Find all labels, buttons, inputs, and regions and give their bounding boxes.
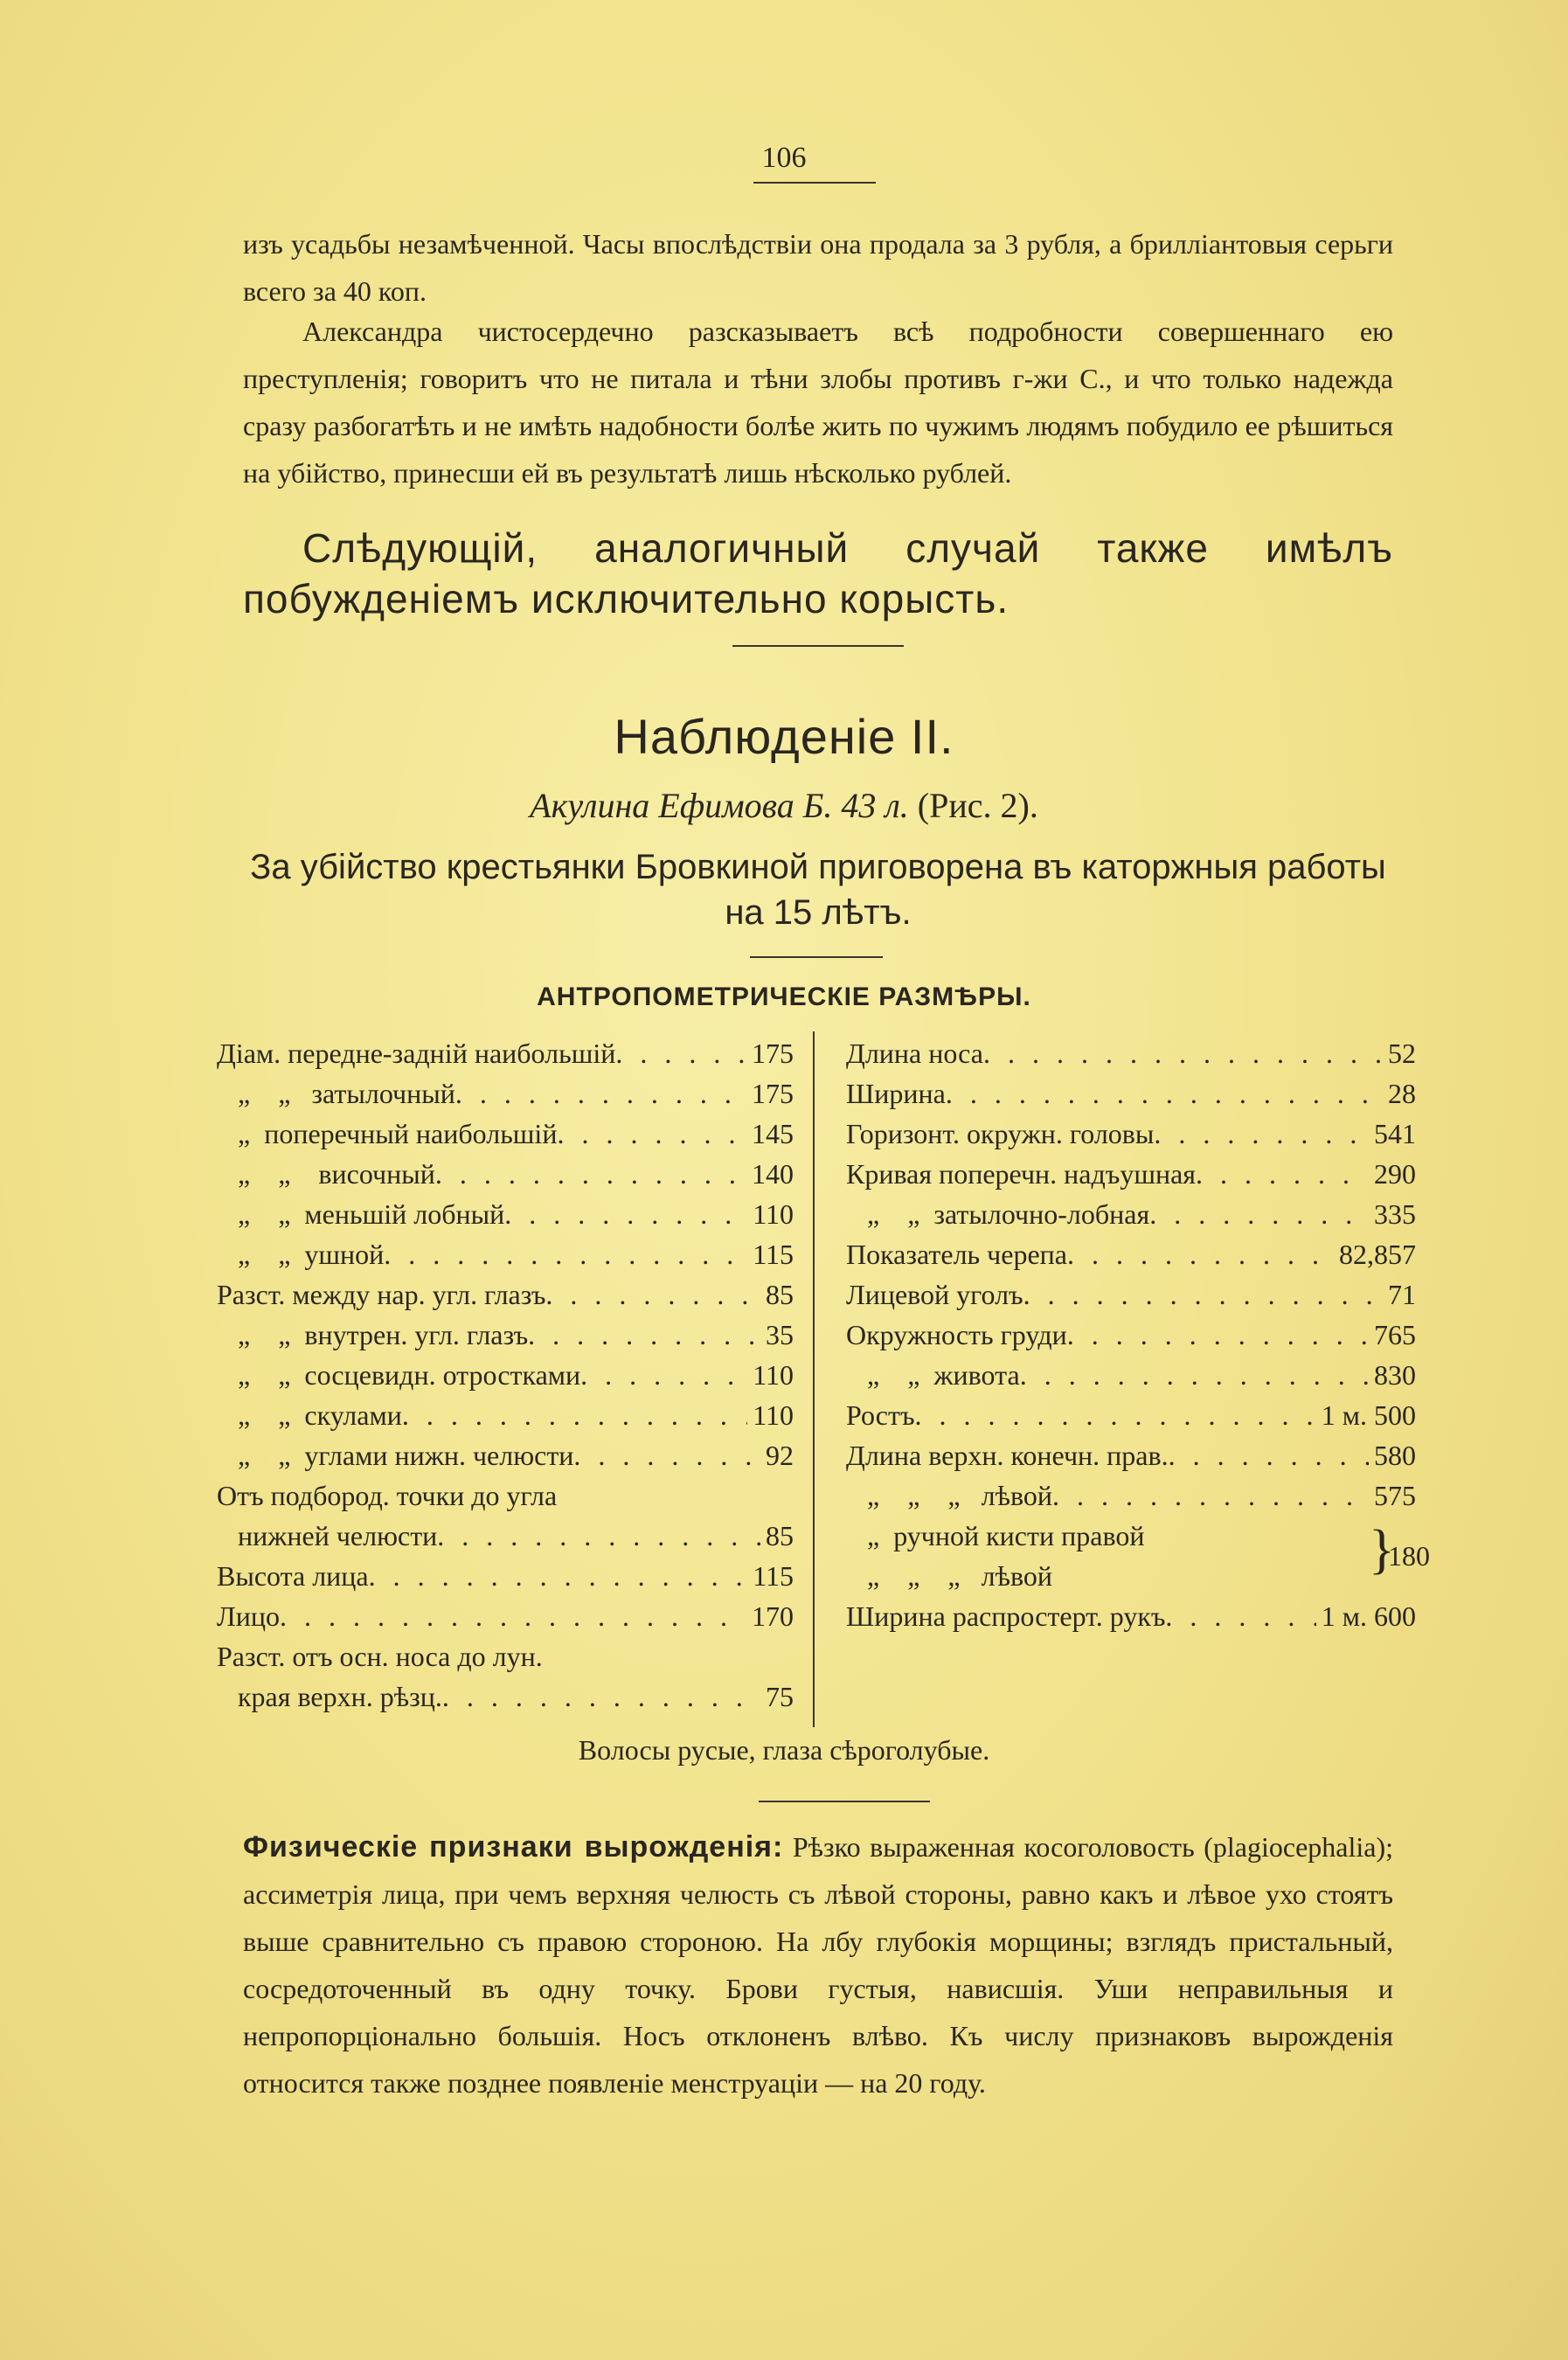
measurement-row bbox=[846, 1033, 1416, 1073]
leader-dots bbox=[435, 1154, 746, 1194]
measurement-row bbox=[217, 1596, 794, 1636]
measurement-value: 71 bbox=[1388, 1279, 1416, 1310]
measurement-row bbox=[217, 1033, 794, 1073]
figure-reference: (Рис. 2). bbox=[917, 786, 1038, 825]
measurement-value: 115 bbox=[753, 1239, 794, 1270]
measurement-label: Отъ подбород. точки до угла bbox=[217, 1480, 558, 1511]
degeneration-heading: Физическіе признаки вырожденія: bbox=[243, 1830, 784, 1864]
measurement-label: „ „ меньшій лобный bbox=[217, 1198, 505, 1230]
leader-dots bbox=[1169, 1435, 1369, 1475]
observation-subject bbox=[0, 785, 1568, 826]
measurement-value: 830 bbox=[1374, 1359, 1416, 1391]
measurement-label: Лицевой уголъ bbox=[846, 1279, 1023, 1310]
measurement-label: „ „ ушной bbox=[217, 1239, 385, 1270]
measurement-label: „ „ живота bbox=[846, 1359, 1020, 1391]
measurement-row bbox=[846, 1516, 1416, 1556]
measurement-label: Горизонт. окружн. головы bbox=[846, 1118, 1155, 1149]
table-title: АНТРОПОМЕТРИЧЕСКІЕ РАЗМѢРЫ. bbox=[537, 982, 1031, 1011]
measurement-value: 541 bbox=[1374, 1118, 1416, 1149]
measurement-row bbox=[217, 1516, 794, 1556]
leader-dots bbox=[369, 1556, 748, 1596]
measurement-label: Показатель черепа bbox=[846, 1239, 1067, 1270]
measurement-row bbox=[217, 1154, 794, 1194]
measurement-label: „ „ височный bbox=[217, 1158, 435, 1190]
leader-dots bbox=[615, 1033, 746, 1073]
measurement-label: „ „ скулами bbox=[217, 1399, 402, 1431]
measurement-row bbox=[217, 1676, 794, 1717]
leader-dots bbox=[1020, 1355, 1369, 1395]
measurement-value: 140 bbox=[752, 1158, 794, 1190]
leader-dots bbox=[983, 1033, 1383, 1073]
leader-dots bbox=[1067, 1315, 1369, 1355]
measurement-label: нижней челюсти bbox=[217, 1520, 438, 1551]
intro-lead: Слѣдующій, аналогичный случай также имѣлъ побужденіемъ исключительно корысть. bbox=[243, 525, 1393, 621]
leader-dots bbox=[580, 1355, 747, 1395]
measurement-label: Высота лица bbox=[217, 1560, 369, 1592]
column-divider bbox=[813, 1031, 815, 1727]
page-number: 106 bbox=[761, 142, 807, 174]
measurement-label: Діам. передне-задній наибольшій bbox=[217, 1038, 616, 1069]
hand-length-value: 180 bbox=[1388, 1540, 1430, 1572]
leader-dots bbox=[1052, 1475, 1369, 1516]
measurement-value: 85 bbox=[766, 1520, 794, 1551]
measurement-label: „ „ „ лѣвой bbox=[846, 1560, 1052, 1592]
measurement-value: 28 bbox=[1388, 1078, 1416, 1109]
measurement-label: „ „ „ лѣвой bbox=[846, 1480, 1052, 1511]
measurement-label: Кривая поперечн. надъушная bbox=[846, 1158, 1196, 1190]
leader-dots bbox=[573, 1435, 760, 1475]
measurement-row bbox=[217, 1315, 794, 1355]
leader-dots bbox=[1154, 1114, 1369, 1154]
measurement-row bbox=[217, 1114, 794, 1154]
measurement-value: 175 bbox=[752, 1078, 794, 1109]
measurement-label: Ширина bbox=[846, 1078, 946, 1109]
measurement-row bbox=[217, 1234, 794, 1274]
measurement-label: „ „ внутрен. угл. глазъ bbox=[217, 1319, 529, 1350]
leader-dots bbox=[437, 1516, 760, 1556]
measurement-value: 580 bbox=[1374, 1440, 1416, 1471]
leader-dots bbox=[402, 1395, 747, 1435]
leader-dots bbox=[280, 1596, 746, 1636]
measurement-label: края верхн. рѣзц. bbox=[217, 1681, 442, 1712]
leader-dots bbox=[455, 1073, 746, 1114]
hair-eyes-note: Волосы русые, глаза сѣроголубые. bbox=[578, 1734, 990, 1766]
measurement-row bbox=[846, 1234, 1416, 1274]
measurement-label: Окружность груди bbox=[846, 1319, 1067, 1350]
section-divider-1 bbox=[732, 645, 904, 647]
leader-dots bbox=[384, 1234, 747, 1274]
measurement-row bbox=[846, 1395, 1416, 1435]
measurements-left-column bbox=[217, 1033, 794, 1717]
measurement-row bbox=[846, 1435, 1416, 1475]
measurement-label: Разст. отъ осн. носа до лун. bbox=[217, 1641, 543, 1672]
measurement-label: „ ручной кисти правой bbox=[846, 1520, 1145, 1551]
measurement-value: 1 м. 500 bbox=[1321, 1399, 1416, 1431]
measurement-row bbox=[217, 1636, 794, 1676]
measurement-value: 110 bbox=[753, 1198, 794, 1230]
measurement-label: Ростъ bbox=[846, 1399, 915, 1431]
leader-dots bbox=[946, 1073, 1383, 1114]
measurement-row bbox=[217, 1475, 794, 1516]
measurement-row bbox=[846, 1194, 1416, 1234]
measurement-value: 115 bbox=[753, 1560, 794, 1592]
measurement-row bbox=[217, 1274, 794, 1315]
measurement-value: 170 bbox=[752, 1600, 794, 1632]
page-number-rule bbox=[753, 182, 876, 184]
leader-dots bbox=[504, 1194, 747, 1234]
measurement-label: Длина носа bbox=[846, 1038, 983, 1069]
measurement-label: „ поперечный наибольшій bbox=[217, 1118, 558, 1149]
measurements-right-column bbox=[846, 1033, 1416, 1636]
leader-dots bbox=[1196, 1154, 1369, 1194]
leader-dots bbox=[915, 1395, 1316, 1435]
section-divider-3 bbox=[759, 1801, 930, 1802]
measurement-row bbox=[846, 1274, 1416, 1315]
intro-paragraph-1: изъ усадьбы незамѣченной. Часы впослѣдствіи она продала за 3 рубля, а брилліантовыя серьги всего за 40 коп. bbox=[243, 228, 1393, 307]
leader-dots bbox=[1067, 1234, 1334, 1274]
measurement-row bbox=[846, 1355, 1416, 1395]
measurement-value: 85 bbox=[766, 1279, 794, 1310]
leader-dots bbox=[545, 1274, 760, 1315]
measurement-row bbox=[846, 1114, 1416, 1154]
leader-dots bbox=[1149, 1194, 1369, 1234]
measurement-value: 52 bbox=[1388, 1038, 1416, 1069]
measurement-value: 92 bbox=[766, 1440, 794, 1471]
measurement-value: 75 bbox=[766, 1681, 794, 1712]
measurement-label: „ „ сосцевидн. отростками bbox=[217, 1359, 581, 1391]
measurement-row bbox=[217, 1556, 794, 1596]
measurement-value: 335 bbox=[1374, 1198, 1416, 1230]
measurement-value: 35 bbox=[766, 1319, 794, 1350]
measurement-row bbox=[217, 1194, 794, 1234]
measurement-row bbox=[846, 1596, 1416, 1636]
measurement-row bbox=[846, 1475, 1416, 1516]
section-divider-2 bbox=[750, 956, 883, 958]
measurement-label: Ширина распростерт. рукъ bbox=[846, 1600, 1166, 1632]
intro-paragraph-2: Александра чистосердечно разсказываетъ всѣ подробности совершеннаго ею преступленія; говоритъ что не питала и тѣни злобы противъ г-жи С., и что только надежда сразу разбогатѣть и не имѣть надобности болѣе жить по чужимъ людямъ побудило ее рѣшиться на убійство, принесши ей въ результатѣ лишь нѣсколько рублей. bbox=[243, 316, 1393, 489]
measurement-row bbox=[846, 1073, 1416, 1114]
measurement-row bbox=[217, 1355, 794, 1395]
measurement-value: 110 bbox=[753, 1359, 794, 1391]
observation-verdict: За убійство крестьянки Бровкиной приговорена въ каторжныя работы на 15 лѣтъ. bbox=[250, 848, 1386, 932]
measurement-row bbox=[846, 1154, 1416, 1194]
measurement-value: 575 bbox=[1374, 1480, 1416, 1511]
leader-dots bbox=[557, 1114, 746, 1154]
measurement-value: 110 bbox=[753, 1399, 794, 1431]
observation-heading: Наблюденіе II. bbox=[614, 709, 954, 764]
measurement-value: 1 м. 600 bbox=[1321, 1600, 1416, 1632]
measurement-row bbox=[217, 1435, 794, 1475]
measurement-row bbox=[846, 1556, 1416, 1596]
measurement-value: 290 bbox=[1374, 1158, 1416, 1190]
measurement-row bbox=[217, 1395, 794, 1435]
measurement-label: Разст. между нар. угл. глазъ bbox=[217, 1279, 546, 1310]
leader-dots bbox=[442, 1676, 760, 1717]
subject-name: Акулина Ефимова Б. 43 л. bbox=[530, 786, 909, 825]
measurement-label: Длина верхн. конечн. прав. bbox=[846, 1440, 1169, 1471]
measurement-row bbox=[846, 1315, 1416, 1355]
leader-dots bbox=[1165, 1596, 1315, 1636]
degeneration-text: Рѣзко выраженная косоголовость (plagiocephalia); ассиметрія лица, при чемъ верхняя челюсть съ лѣвой стороны, равно какъ и лѣвое ухо стоятъ выше сравнительно съ правою стороною. На лбу глубокія морщины; взглядъ пристальный, сосредоточенный въ одну точку. Брови густыя, нависшія. Уши неправильныя и непропорціонально большія. Носъ отклоненъ влѣво. Къ числу признаковъ вырожденія относится также позднее появленіе менструаціи — на 20 году. bbox=[243, 1831, 1393, 2099]
hand-length-brace: } bbox=[1369, 1520, 1395, 1579]
measurement-row bbox=[217, 1073, 794, 1114]
measurement-label: „ „ затылочно-лобная bbox=[846, 1198, 1150, 1230]
degeneration-paragraph bbox=[243, 1823, 1393, 2107]
measurement-value: 765 bbox=[1374, 1319, 1416, 1350]
measurement-label: „ „ затылочный bbox=[217, 1078, 455, 1109]
leader-dots bbox=[528, 1315, 760, 1355]
measurement-label: Лицо bbox=[217, 1600, 280, 1632]
measurement-value: 145 bbox=[752, 1118, 794, 1149]
measurement-value: 175 bbox=[752, 1038, 794, 1069]
measurement-label: „ „ углами нижн. челюсти bbox=[217, 1440, 574, 1471]
measurement-value: 82,857 bbox=[1339, 1239, 1416, 1270]
leader-dots bbox=[1023, 1274, 1383, 1315]
